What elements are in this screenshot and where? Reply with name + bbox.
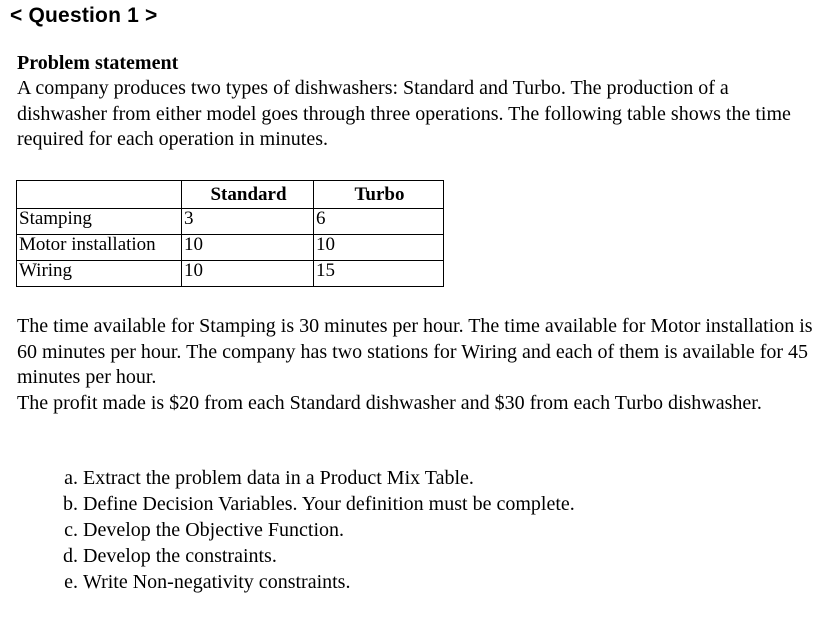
table-header-cell-empty (17, 181, 182, 209)
problem-statement-heading: Problem statement (17, 52, 179, 74)
task-list (40, 465, 575, 595)
table-cell-turbo: 6 (314, 209, 444, 235)
table-header-turbo: Turbo (314, 181, 444, 209)
list-item: b. Define Decision Variables. Your definition must be complete. (83, 491, 575, 517)
profit-paragraph: The profit made is $20 from each Standard dishwasher and $30 from each Turbo dishwasher. (17, 391, 762, 414)
problem-intro-paragraph: A company produces two types of dishwashers: Standard and Turbo. The production of a dishwasher from either model goes through three operations. The following table shows the time required for each operation in minutes. (17, 77, 791, 150)
table-cell-operation: Motor installation (17, 235, 182, 261)
table-header-row (17, 181, 444, 209)
list-item: d. Develop the constraints. (83, 543, 575, 569)
table-cell-standard: 10 (182, 261, 314, 287)
details-section (17, 314, 817, 416)
question-header: < Question 1 > (10, 4, 158, 27)
table-cell-operation: Stamping (17, 209, 182, 235)
table-row (17, 209, 444, 235)
table-row (17, 235, 444, 261)
capacity-paragraph: The time available for Stamping is 30 minutes per hour. The time available for Motor installation is 60 minutes per hour. The company has two stations for Wiring and each of them is available for 45 minutes per hour. (17, 315, 813, 388)
table-cell-standard: 3 (182, 209, 314, 235)
table-cell-standard: 10 (182, 235, 314, 261)
table-row (17, 261, 444, 287)
list-item: e. Write Non-negativity constraints. (83, 569, 575, 595)
operation-time-table (16, 180, 444, 287)
table-cell-turbo: 15 (314, 261, 444, 287)
list-item: c. Develop the Objective Function. (83, 517, 575, 543)
table-cell-turbo: 10 (314, 235, 444, 261)
list-item: a. Extract the problem data in a Product Mix Table. (83, 465, 575, 491)
table-header-standard: Standard (182, 181, 314, 209)
table-cell-operation: Wiring (17, 261, 182, 287)
